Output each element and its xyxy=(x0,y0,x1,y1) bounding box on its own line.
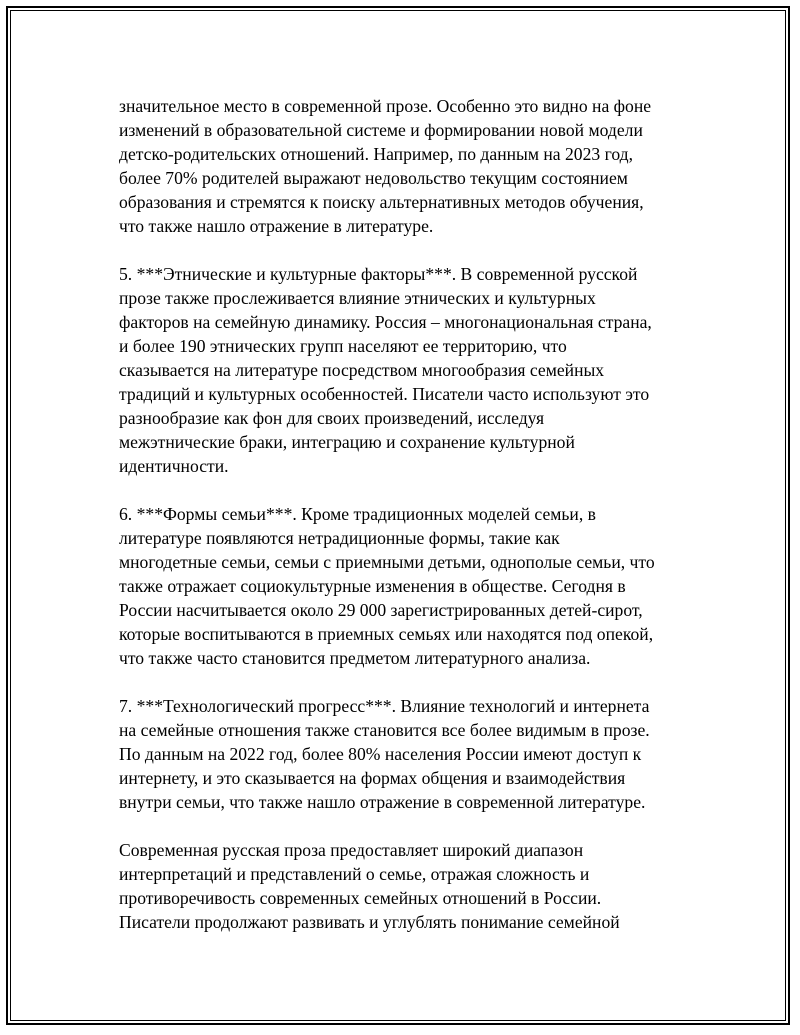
text-line: межэтнические браки, интеграцию и сохранение культурной xyxy=(119,432,575,452)
text-line: прозе также прослеживается влияние этнических и культурных xyxy=(119,288,596,308)
text-line: противоречивость современных семейных отношений в России. xyxy=(119,888,602,908)
text-line: которые воспитываются в приемных семьях или находятся под опекой, xyxy=(119,624,654,644)
text-line: разнообразие как фон для своих произведений, исследуя xyxy=(119,408,545,428)
text-line: образования и стремятся к поиску альтернативных методов обучения, xyxy=(119,192,644,212)
document-body xyxy=(119,94,689,958)
text-line: 6. ***Формы семьи***. Кроме традиционных моделей семьи, в xyxy=(119,504,596,524)
text-line: на семейные отношения также становится все более видимым в прозе. xyxy=(119,720,650,740)
paragraph-technology xyxy=(119,694,689,814)
text-line: 7. ***Технологический прогресс***. Влияние технологий и интернета xyxy=(119,696,650,716)
text-line: детско-родительских отношений. Например, по данным на 2023 год, xyxy=(119,144,633,164)
paragraph-education xyxy=(119,94,689,238)
text-line: идентичности. xyxy=(119,456,229,476)
text-line: интерпретаций и представлений о семье, отражая сложность и xyxy=(119,864,590,884)
document-page xyxy=(6,6,790,1025)
text-line: и более 190 этнических групп населяют ее территорию, что xyxy=(119,336,567,356)
paragraph-ethnic-factors xyxy=(119,262,689,478)
paragraph-conclusion xyxy=(119,838,689,934)
text-line: также отражает социокультурные изменения в обществе. Сегодня в xyxy=(119,576,626,596)
text-line: сказывается на литературе посредством многообразия семейных xyxy=(119,360,605,380)
text-line: более 70% родителей выражают недовольство текущим состоянием xyxy=(119,168,628,188)
text-line: что также часто становится предметом литературного анализа. xyxy=(119,648,591,668)
text-line: интернету, и это сказывается на формах общения и взаимодействия xyxy=(119,768,626,788)
text-line: что также нашло отражение в литературе. xyxy=(119,216,434,236)
text-line: традиций и культурных особенностей. Писатели часто используют это xyxy=(119,384,650,404)
text-line: литературе появляются нетрадиционные формы, такие как xyxy=(119,528,560,548)
text-line: По данным на 2022 год, более 80% населения России имеют доступ к xyxy=(119,744,642,764)
text-line: факторов на семейную динамику. Россия – многонациональная страна, xyxy=(119,312,652,332)
paragraph-family-forms xyxy=(119,502,689,670)
text-line: Современная русская проза предоставляет широкий диапазон xyxy=(119,840,584,860)
text-line: внутри семьи, что также нашло отражение в современной литературе. xyxy=(119,792,646,812)
text-line: изменений в образовательной системе и формировании новой модели xyxy=(119,120,643,140)
text-line: 5. ***Этнические и культурные факторы***. В современной русской xyxy=(119,264,638,284)
text-line: значительное место в современной прозе. Особенно это видно на фоне xyxy=(119,96,652,116)
text-line: многодетные семьи, семьи с приемными детьми, однополые семьи, что xyxy=(119,552,655,572)
text-line: России насчитывается около 29 000 зарегистрированных детей-сирот, xyxy=(119,600,643,620)
text-line: Писатели продолжают развивать и углублять понимание семейной xyxy=(119,912,620,932)
